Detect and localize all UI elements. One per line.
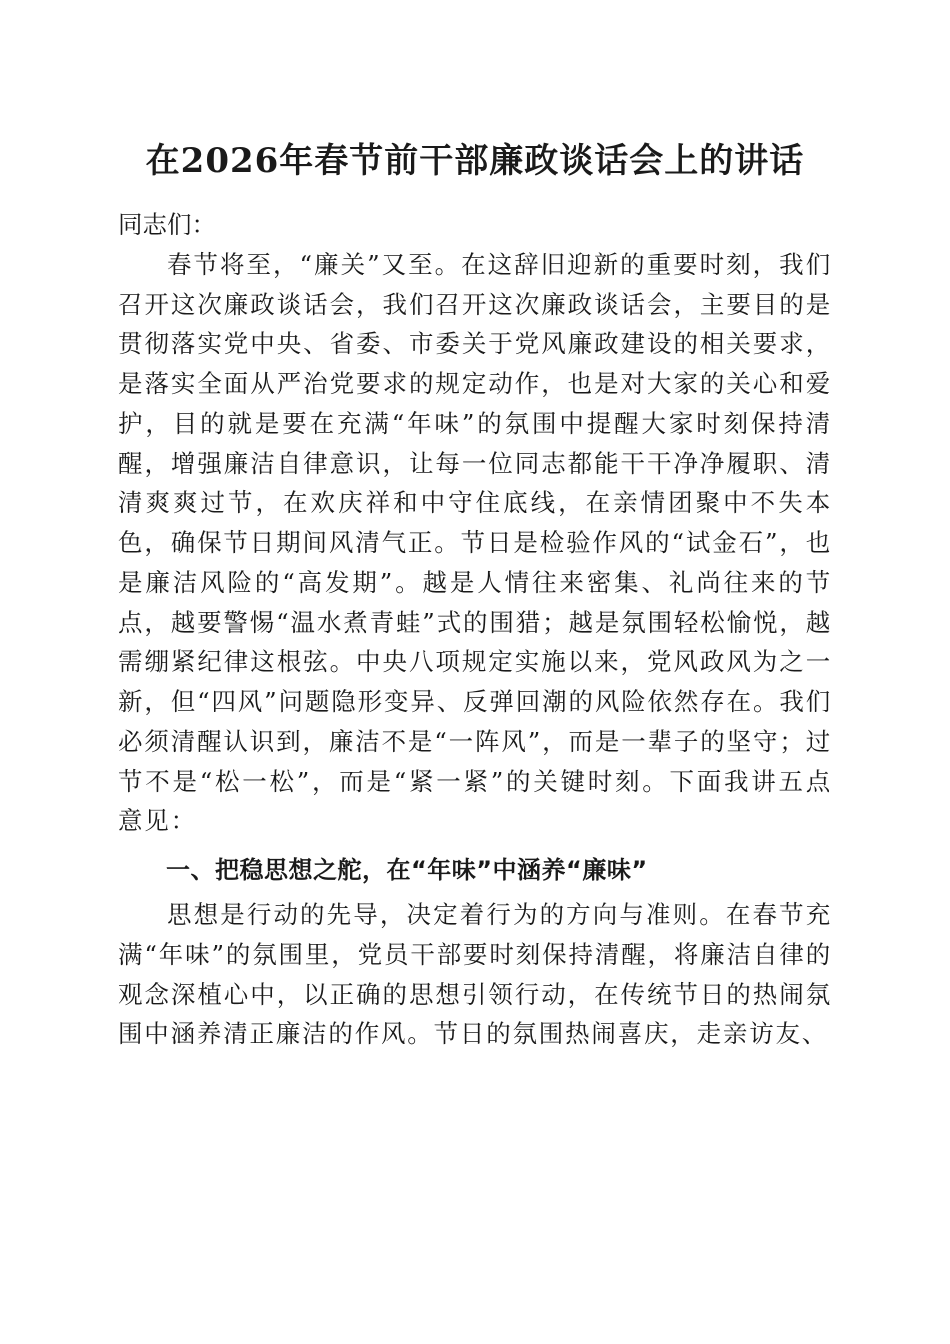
document-body	[118, 205, 832, 1054]
section-paragraph: 思想是行动的先导，决定着行为的方向与准则。在春节充满“年味”的氛围里，党员干部要时刻保持清醒，将廉洁自律的观念深植心中，以正确的思想引领行动，在传统节日的热闹氛围中涵养清正廉洁的作风。节日的氛围热闹喜庆，走亲访友、	[118, 900, 832, 1049]
opening-paragraph: 春节将至，“廉关”又至。在这辞旧迎新的重要时刻，我们召开这次廉政谈话会，我们召开这次廉政谈话会，主要目的是贯彻落实党中央、省委、市委关于党风廉政建设的相关要求，是落实全面从严治党要求的规定动作，也是对大家的关心和爱护，目的就是要在充满“年味”的氛围中提醒大家时刻保持清醒，增强廉洁自律意识，让每一位同志都能干干净净履职、清清爽爽过节，在欢庆祥和中守住底线，在亲情团聚中不失本色，确保节日期间风清气正。节日是检验作风的“试金石”，也是廉洁风险的“高发期”。越是人情往来密集、礼尚往来的节点，越要警惕“温水煮青蛙”式的围猎；越是氛围轻松愉悦，越需绷紧纪律这根弦。中央八项规定实施以来，党风政风为之一新，但“四风”问题隐形变异、反弹回潮的风险依然存在。我们必须清醒认识到，廉洁不是“一阵风”，而是一辈子的坚守；过节不是“松一松”，而是“紧一紧”的关键时刻。下面我讲五点意见：	[118, 249, 832, 836]
salutation: 同志们：	[118, 210, 216, 239]
section-heading: 一、把稳思想之舵，在“年味”中涵养“廉味”	[166, 856, 648, 884]
document-title: 在2026年春节前干部廉政谈话会上的讲话	[145, 141, 805, 181]
